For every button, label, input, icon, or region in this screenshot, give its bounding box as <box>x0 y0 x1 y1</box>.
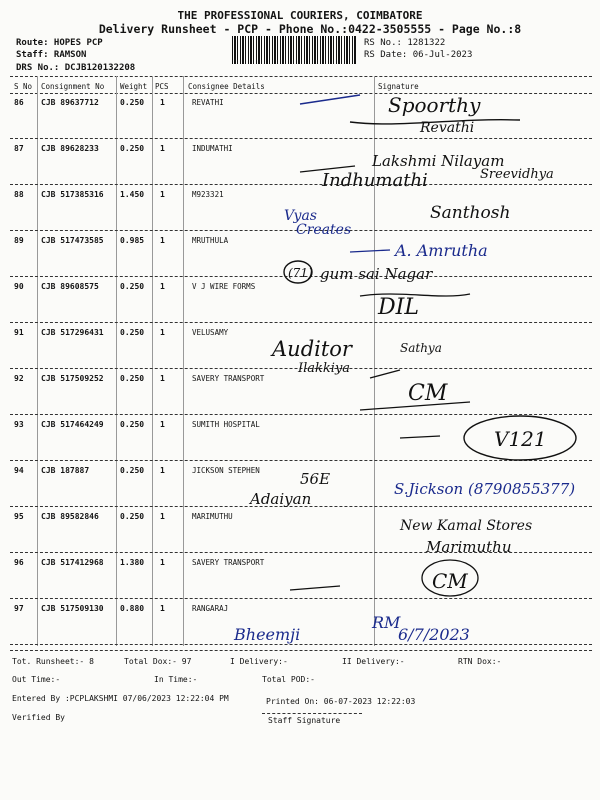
company-title: THE PROFESSIONAL COURIERS, COIMBATORE <box>177 9 423 22</box>
row-consignee: INDUMATHI <box>192 144 233 153</box>
row-pcs: 1 <box>160 190 165 199</box>
row-consignment-no: CJB 517509252 <box>41 374 104 383</box>
sig-91-c: Sathya <box>400 341 442 355</box>
entered-by: Entered By :PCPLAKSHMI 07/06/2023 12:22:04 PM <box>12 694 229 703</box>
in-time: In Time:- <box>154 675 198 684</box>
row-consignee: VELUSAMY <box>192 328 229 337</box>
row-consignee: MARIMUTHU <box>192 512 233 521</box>
row-pcs: 1 <box>160 374 165 383</box>
row-consignee: M923321 <box>192 190 224 199</box>
col-header-weight: Weight <box>120 82 148 91</box>
row-sno: 97 <box>14 604 24 613</box>
row-pcs: 1 <box>160 558 165 567</box>
row-consignee: SUMITH HOSPITAL <box>192 420 260 429</box>
rtn-dox: RTN Dox:- <box>458 657 502 666</box>
row-pcs: 1 <box>160 466 165 475</box>
row-consignee: RANGARAJ <box>192 604 229 613</box>
col-header-consignee: Consignee Details <box>188 82 265 91</box>
row-consignment-no: CJB 89637712 <box>41 98 99 107</box>
sig-93: V121 <box>494 427 547 451</box>
row-sno: 86 <box>14 98 24 107</box>
row-pcs: 1 <box>160 512 165 521</box>
row-pcs: 1 <box>160 420 165 429</box>
row-weight: 0.250 <box>120 328 145 337</box>
staff-label: Staff: RAMSON <box>16 50 87 60</box>
row-consignee: SAVERY TRANSPORT <box>192 558 265 567</box>
sig-88-a: Vyas <box>284 208 317 224</box>
staff-signature-label: Staff Signature <box>268 716 341 725</box>
col-header-signature: Signature <box>378 82 419 91</box>
row-consignment-no: CJB 517509130 <box>41 604 104 613</box>
row-consignee: V J WIRE FORMS <box>192 282 256 291</box>
staff-signature-line <box>262 713 362 714</box>
footer-rule <box>10 650 592 651</box>
total-dox: Total Dox:- 97 <box>124 657 192 666</box>
route-label: Route: HOPES PCP <box>16 38 103 48</box>
row-pcs: 1 <box>160 328 165 337</box>
row-consignment-no: CJB 187887 <box>41 466 90 475</box>
out-time: Out Time:- <box>12 675 61 684</box>
sig-90: DIL <box>378 295 419 320</box>
row-sno: 94 <box>14 466 24 475</box>
sig-95-b: Marimuthu <box>426 538 512 556</box>
row-consignment-no: CJB 517385316 <box>41 190 104 199</box>
row-weight: 1.450 <box>120 190 145 199</box>
row-sno: 92 <box>14 374 24 383</box>
sig-96: CM <box>432 569 468 593</box>
row-pcs: 1 <box>160 236 165 245</box>
sig-94-a: 56E <box>300 470 331 488</box>
printed-on: Printed On: 06-07-2023 12:22:03 <box>266 697 416 706</box>
pen-stroke <box>290 586 340 590</box>
row-consignee: JICKSON STEPHEN <box>192 466 260 475</box>
row-consignment-no: CJB 89628233 <box>41 144 99 153</box>
row-pcs: 1 <box>160 282 165 291</box>
row-weight: 0.250 <box>120 420 145 429</box>
drs-number: DRS No.: DCJB120132208 <box>16 63 136 73</box>
sig-87-b: Indhumathi <box>322 170 428 191</box>
col-header-pcs: PCS <box>155 82 169 91</box>
sig-86-b: Revathi <box>420 120 475 136</box>
verified-by: Verified By <box>12 713 65 722</box>
row-weight: 0.250 <box>120 512 145 521</box>
row-sno: 87 <box>14 144 24 153</box>
sig-88-c: Santhosh <box>430 203 511 223</box>
sig-88-b: Creates <box>296 222 352 238</box>
row-consignment-no: CJB 517412968 <box>41 558 104 567</box>
sig-94-c: S.Jickson (8790855377) <box>394 480 576 498</box>
col-header-consignment: Consignment No <box>41 82 105 91</box>
sig-92: CM <box>408 381 448 406</box>
col-header-sno: S No <box>14 82 33 91</box>
pen-stroke <box>400 436 440 438</box>
row-consignment-no: CJB 517464249 <box>41 420 104 429</box>
row-pcs: 1 <box>160 604 165 613</box>
sig-97-b: RM <box>372 613 401 632</box>
i-delivery: I Delivery:- <box>230 657 288 666</box>
row-sno: 89 <box>14 236 24 245</box>
row-weight: 0.880 <box>120 604 145 613</box>
pen-stroke <box>370 370 400 378</box>
sig-97-c: 6/7/2023 <box>398 625 470 644</box>
row-pcs: 1 <box>160 98 165 107</box>
sig-95-a: New Kamal Stores <box>400 518 533 534</box>
row-sno: 93 <box>14 420 24 429</box>
row-consignment-no: CJB 517296431 <box>41 328 104 337</box>
row-sno: 91 <box>14 328 24 337</box>
pen-stroke <box>350 250 390 252</box>
sig-91-a: Auditor <box>272 337 352 361</box>
rs-number: RS No.: 1281322 <box>364 38 446 48</box>
ii-delivery: II Delivery:- <box>342 657 405 666</box>
sig-87-c: Sreevidhya <box>480 167 554 182</box>
runsheet-subtitle: Delivery Runsheet - PCP - Phone No.:0422-3505555 - Page No.:8 <box>98 22 522 36</box>
row-pcs: 1 <box>160 144 165 153</box>
pen-stroke <box>300 95 360 104</box>
row-weight: 0.250 <box>120 282 145 291</box>
rs-date: RS Date: 06-Jul-2023 <box>364 50 473 60</box>
row-weight: 0.985 <box>120 236 145 245</box>
row-consignee: MRUTHULA <box>192 236 229 245</box>
sig-94-b: Adaiyan <box>250 490 312 508</box>
sig-89-a: A. Amrutha <box>395 241 488 260</box>
row-consignment-no: CJB 517473585 <box>41 236 104 245</box>
total-pod: Total POD:- <box>262 675 315 684</box>
row-weight: 0.250 <box>120 466 145 475</box>
tot-runsheet: Tot. Runsheet:- 8 <box>12 657 94 666</box>
row-consignee: SAVERY TRANSPORT <box>192 374 265 383</box>
row-weight: 0.250 <box>120 144 145 153</box>
sig-86-a: Spoorthy <box>388 93 481 117</box>
row-sno: 90 <box>14 282 24 291</box>
sig-89-c: gum sai Nagar <box>320 265 433 283</box>
row-weight: 1.380 <box>120 558 145 567</box>
row-consignment-no: CJB 89582846 <box>41 512 99 521</box>
row-weight: 0.250 <box>120 98 145 107</box>
row-consignment-no: CJB 89608575 <box>41 282 99 291</box>
sig-91-b: Ilakkiya <box>298 361 351 376</box>
row-sno: 88 <box>14 190 24 199</box>
row-consignee: REVATHI <box>192 98 224 107</box>
row-sno: 96 <box>14 558 24 567</box>
row-weight: 0.250 <box>120 374 145 383</box>
row-sno: 95 <box>14 512 24 521</box>
sig-97-a: Bheemji <box>234 625 301 644</box>
sig-89-b: (71) <box>288 266 313 280</box>
sig-87-a: Lakshmi Nilayam <box>372 152 505 170</box>
